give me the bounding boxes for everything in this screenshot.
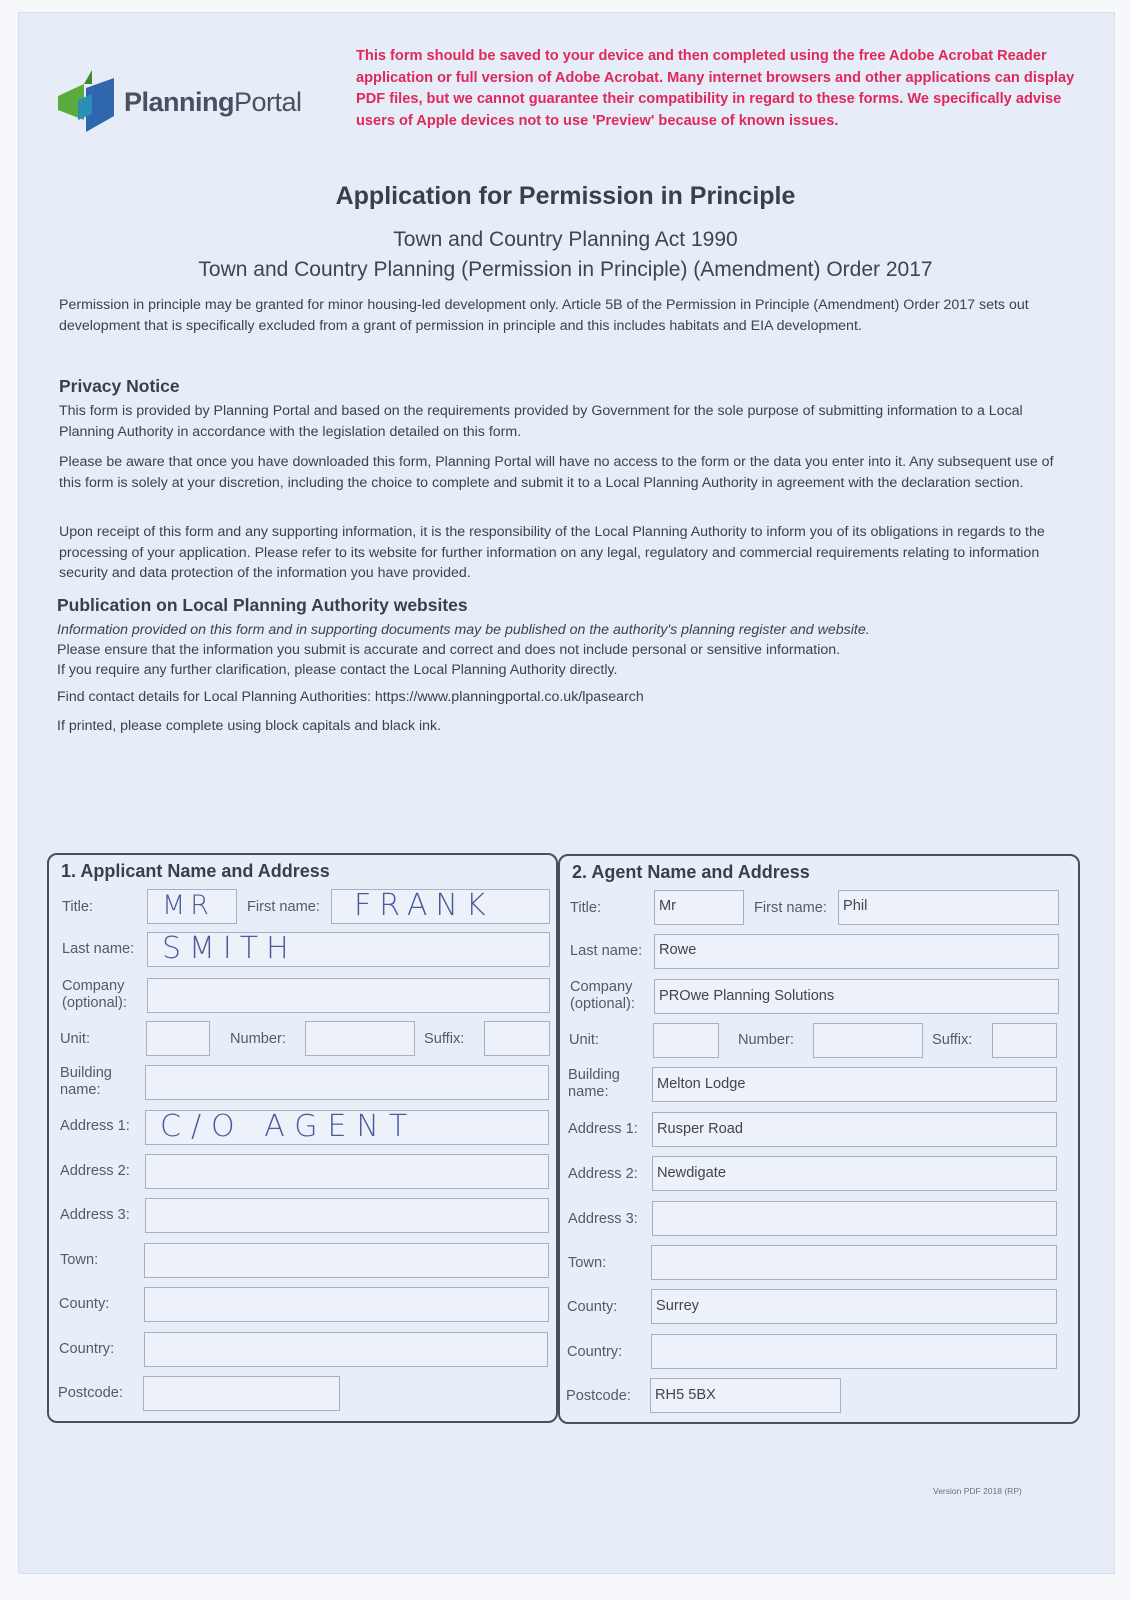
- block-capitals-note: If printed, please complete using block capitals and black ink.: [57, 718, 442, 734]
- agent-county-label: County:: [567, 1299, 618, 1315]
- applicant-address3-field[interactable]: [145, 1198, 549, 1233]
- publication-heading: Publication on Local Planning Authority websites: [57, 595, 468, 615]
- applicant-county-label: County:: [59, 1296, 110, 1312]
- brand-name: PlanningPortal: [124, 86, 302, 117]
- agent-suffix-label: Suffix:: [932, 1032, 973, 1048]
- page-title: Application for Permission in Principle: [335, 182, 796, 210]
- agent-country-field[interactable]: [651, 1334, 1057, 1369]
- applicant-last-name-field[interactable]: SMITH: [147, 932, 550, 967]
- agent-last-name-field[interactable]: Rowe: [654, 934, 1059, 969]
- agent-address1-field[interactable]: Rusper Road: [652, 1112, 1057, 1147]
- applicant-suffix-label: Suffix:: [424, 1031, 465, 1047]
- compatibility-warning: This form should be saved to your device and then completed using the free Adobe Acrobat Reader application or full version of Adobe Acrobat. Many internet browsers and other applications can display PDF files, but we cannot guarantee their compatibility in regard to these forms. We specifically advise users of Apple devices not to use 'Preview' because of known issues.: [356, 48, 1075, 129]
- applicant-unit-field[interactable]: [146, 1021, 210, 1056]
- applicant-country-label: Country:: [59, 1341, 115, 1357]
- applicant-address3-label: Address 3:: [60, 1207, 130, 1223]
- applicant-last-name-label: Last name:: [62, 941, 135, 957]
- applicant-first-name-label: First name:: [247, 899, 320, 915]
- agent-heading: 2. Agent Name and Address: [572, 862, 810, 882]
- agent-address2-field[interactable]: Newdigate: [652, 1156, 1057, 1191]
- agent-company-label: Company (optional):: [570, 979, 635, 1012]
- applicant-address1-field[interactable]: C/O AGENT: [145, 1110, 549, 1145]
- applicant-title-label: Title:: [62, 899, 94, 915]
- agent-number-label: Number:: [738, 1032, 794, 1048]
- publication-italic-text: Information provided on this form and in supporting documents may be published on the authority's planning register and website.: [57, 622, 870, 638]
- planning-portal-logo-icon: [58, 70, 116, 134]
- applicant-building-field[interactable]: [145, 1065, 549, 1100]
- agent-postcode-field[interactable]: RH5 5BX: [650, 1378, 841, 1413]
- applicant-heading: 1. Applicant Name and Address: [61, 861, 330, 881]
- agent-company-field[interactable]: PROwe Planning Solutions: [654, 979, 1059, 1014]
- applicant-country-field[interactable]: [144, 1332, 548, 1367]
- applicant-postcode-label: Postcode:: [58, 1385, 123, 1401]
- agent-country-label: Country:: [567, 1344, 623, 1360]
- publication-text-2: If you require any further clarification, please contact the Local Planning Authority directly.: [57, 662, 618, 678]
- privacy-text-2: Please be aware that once you have downloaded this form, Planning Portal will have no access to the form or the data you enter into it. Any subsequent use of this form is solely at your discretion, including the choice to complete and submit it to a Local Planning Authority in agreement with the declaration section.: [59, 454, 1054, 491]
- applicant-number-label: Number:: [230, 1031, 286, 1047]
- applicant-company-field[interactable]: [147, 978, 550, 1013]
- agent-address2-label: Address 2:: [568, 1166, 638, 1182]
- agent-address3-label: Address 3:: [568, 1211, 638, 1227]
- applicant-unit-label: Unit:: [60, 1031, 91, 1047]
- agent-building-field[interactable]: Melton Lodge: [652, 1067, 1057, 1102]
- agent-postcode-label: Postcode:: [566, 1388, 631, 1404]
- applicant-title-field[interactable]: MR: [147, 889, 237, 924]
- applicant-number-field[interactable]: [305, 1021, 415, 1056]
- intro-text: Permission in principle may be granted for minor housing-led development only. Article 5B of the Permission in Principle (Amendment) Order 2017 sets out development that is specifically excluded from a grant of permission in principle and this includes habitats and EIA development.: [59, 297, 1029, 334]
- agent-address3-field[interactable]: [652, 1201, 1057, 1236]
- publication-text-1: Please ensure that the information you submit is accurate and correct and does not include personal or sensitive information.: [57, 642, 841, 658]
- agent-town-field[interactable]: [651, 1245, 1057, 1280]
- applicant-company-label: Company (optional):: [62, 978, 127, 1011]
- agent-unit-label: Unit:: [569, 1032, 600, 1048]
- agent-first-name-label: First name:: [754, 900, 827, 916]
- applicant-suffix-field[interactable]: [484, 1021, 550, 1056]
- subtitle-order: Town and Country Planning (Permission in Principle) (Amendment) Order 2017: [198, 258, 933, 281]
- agent-unit-field[interactable]: [653, 1023, 719, 1058]
- lpa-contact-text: Find contact details for Local Planning Authorities: https://www.planningportal.co.uk/lpasearch: [57, 689, 644, 705]
- agent-title-label: Title:: [570, 900, 602, 916]
- privacy-text-3: Upon receipt of this form and any supporting information, it is the responsibility of the Local Planning Authority to inform you of its obligations in regards to the processing of your application. Please refer to its website for further information on any legal, regulatory and commercial requirements relating to information security and data protection of the information you have provided.: [59, 524, 1045, 581]
- agent-first-name-field[interactable]: Phil: [838, 890, 1059, 925]
- privacy-text-1: This form is provided by Planning Portal and based on the requirements provided by Government for the sole purpose of submitting information to a Local Planning Authority in accordance with the legislation detailed on this form.: [59, 403, 1023, 440]
- agent-address1-label: Address 1:: [568, 1121, 638, 1137]
- privacy-heading: Privacy Notice: [59, 376, 180, 396]
- applicant-panel: [47, 853, 558, 1423]
- agent-number-field[interactable]: [813, 1023, 923, 1058]
- applicant-address1-label: Address 1:: [60, 1118, 130, 1134]
- agent-suffix-field[interactable]: [992, 1023, 1057, 1058]
- agent-town-label: Town:: [568, 1255, 607, 1271]
- applicant-town-label: Town:: [60, 1252, 99, 1268]
- applicant-address2-label: Address 2:: [60, 1163, 130, 1179]
- planning-portal-logo: [58, 70, 302, 134]
- agent-building-label: Building name:: [568, 1067, 620, 1100]
- applicant-building-label: Building name:: [60, 1065, 112, 1098]
- agent-panel: [558, 854, 1080, 1424]
- applicant-county-field[interactable]: [144, 1287, 549, 1322]
- version-label: Version PDF 2018 (RP): [933, 1486, 1022, 1496]
- applicant-postcode-field[interactable]: [143, 1376, 340, 1411]
- applicant-first-name-field[interactable]: FRANK: [331, 889, 550, 924]
- subtitle-act: Town and Country Planning Act 1990: [393, 228, 738, 251]
- applicant-address2-field[interactable]: [145, 1154, 549, 1189]
- agent-title-field[interactable]: Mr: [654, 890, 744, 925]
- agent-county-field[interactable]: Surrey: [651, 1289, 1057, 1324]
- applicant-town-field[interactable]: [144, 1243, 549, 1278]
- agent-last-name-label: Last name:: [570, 943, 643, 959]
